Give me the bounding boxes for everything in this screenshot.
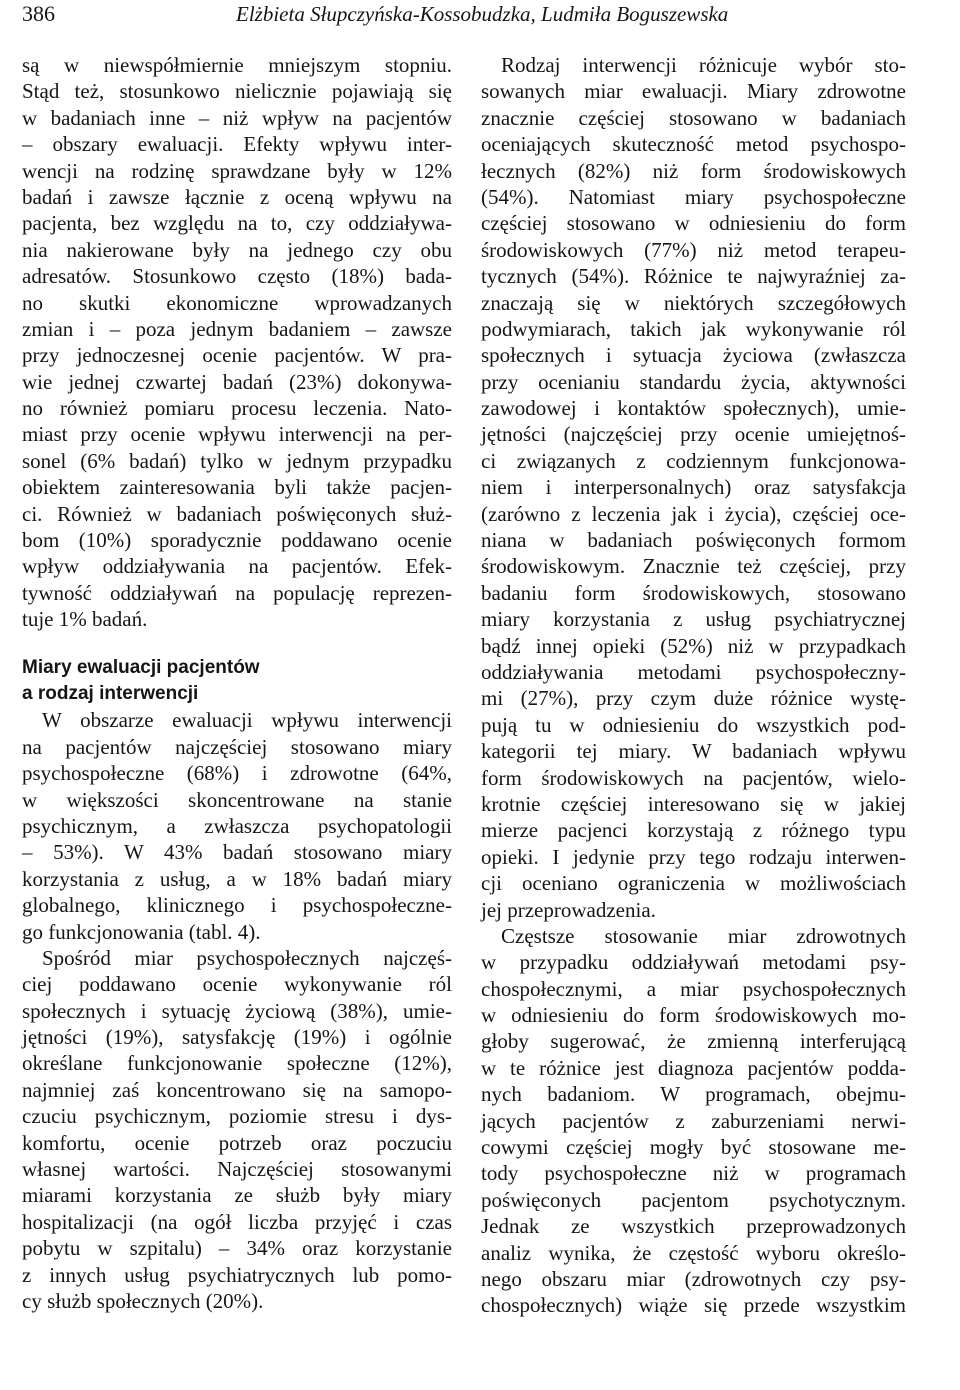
text-line: miast przy ocenie wpływu interwencji na per- bbox=[22, 422, 452, 447]
text-line: Rodzaj interwencji różnicuje wybór sto- bbox=[501, 53, 906, 77]
text-line: są w niewspółmiernie mniejszym stopniu. bbox=[22, 53, 452, 77]
page-number: 386 bbox=[22, 1, 55, 26]
text-line: nia nakierowane były na jednego czy obu bbox=[22, 237, 452, 262]
text-line: kategorii tej miary. W badaniach wpływu bbox=[481, 739, 906, 764]
text-line: miarami korzystania ze służb były miary bbox=[22, 1183, 452, 1208]
text-line: poświęconych pacjentom psychotycznym. bbox=[481, 1187, 906, 1212]
text-line: korzystania z usług, a w 18% badań miary bbox=[22, 866, 452, 891]
text-line: sowanych miar ewaluacji. Miary zdrowotne bbox=[481, 79, 906, 104]
text-line: – 53%). W 43% badań stosowano miary bbox=[22, 840, 452, 865]
text-line: chospołecznymi, a miar psychospołecznych bbox=[481, 976, 906, 1001]
paragraph-intervention-type bbox=[481, 52, 906, 923]
section-heading-line: a rodzaj interwencji bbox=[22, 682, 199, 704]
text-line: pacjenta, bez względu na to, czy oddziaływa- bbox=[22, 211, 452, 236]
text-line: jej przeprowadzenia. bbox=[481, 897, 656, 922]
text-line: jętności (19%), satysfakcję (19%) i ogólnie bbox=[22, 1025, 452, 1050]
paragraph-diagnosis-interference bbox=[481, 923, 906, 1319]
text-line: Jednak ze wszystkich przeprowadzonych bbox=[481, 1214, 906, 1239]
text-line: obiektem zainteresowania byli także pacjen- bbox=[22, 475, 452, 500]
text-line: środowiskowym. Znacznie też częściej, przy bbox=[481, 554, 906, 579]
text-line: analiz wynika, że częstość wyboru określo- bbox=[481, 1240, 906, 1265]
text-line: ci związanych z codziennym funkcjonowa- bbox=[481, 448, 906, 473]
text-line: pują tu w odniesieniu do wszystkich pod- bbox=[481, 712, 906, 737]
running-header-authors: Elżbieta Słupczyńska-Kossobudzka, Ludmiła Boguszewska bbox=[236, 2, 729, 26]
text-line: tody psychospołeczne niż w programach bbox=[481, 1161, 906, 1186]
paragraph-evaluation-areas bbox=[22, 52, 452, 633]
text-line: Stąd też, stosunkowo nielicznie pojawiają się bbox=[22, 79, 452, 104]
text-line: (54%). Natomiast miary psychospołeczne bbox=[481, 184, 906, 209]
text-line: miary korzystania z usług psychiatrycznej bbox=[481, 607, 906, 632]
text-line: z innych usług psychiatrycznych lub pomo- bbox=[22, 1262, 452, 1287]
text-line: tuje 1% badań. bbox=[22, 607, 148, 632]
section-heading-line: Miary ewaluacji pacjentów bbox=[22, 656, 260, 678]
text-line: łecznych (82%) niż form środowiskowych bbox=[481, 158, 906, 183]
text-line: środowiskowych (77%) niż metod terapeu- bbox=[481, 237, 906, 262]
text-line: własnej wartości. Najczęściej stosowanymi bbox=[22, 1157, 452, 1182]
text-line: społecznych i sytuacja życiowa (zwłaszcza bbox=[481, 343, 906, 368]
text-line: w odniesieniu do form środowiskowych mo- bbox=[481, 1003, 906, 1028]
text-line: nych badaniom. W programach, obejmu- bbox=[481, 1082, 906, 1107]
text-line: zawodowej i kontaktów społecznych), umie- bbox=[481, 396, 906, 421]
text-line: oddziaływania metodami psychospołeczny- bbox=[481, 659, 906, 684]
text-line: w większości skoncentrowane na stanie bbox=[22, 787, 452, 812]
text-line: Częstsze stosowanie miar zdrowotnych bbox=[501, 923, 906, 948]
text-line: najmniej zaś koncentrowano się na samopo- bbox=[22, 1077, 452, 1102]
text-line: badań i zawsze łącznie z oceną wpływu na bbox=[22, 184, 452, 209]
text-line: sonel (6% badań) tylko w jednym przypadku bbox=[22, 448, 452, 473]
text-line: mierze pacjenci korzystają z różnego typu bbox=[481, 818, 906, 843]
text-line: globalnego, klinicznego i psychospołeczne- bbox=[22, 893, 452, 918]
text-line: adresatów. Stosunkowo często (18%) bada- bbox=[22, 264, 452, 289]
paragraph-psychosocial-measures bbox=[22, 945, 452, 1314]
text-line: komfortu, ocenie potrzeb oraz poczuciu bbox=[22, 1130, 452, 1155]
section-heading bbox=[22, 655, 452, 708]
text-line: tywność oddziaływań na populację reprezen- bbox=[22, 580, 452, 605]
text-line: W obszarze ewaluacji wpływu interwencji bbox=[42, 708, 452, 733]
text-line: go funkcjonowania (tabl. 4). bbox=[22, 919, 261, 944]
text-line: częściej stosowano w odniesieniu do form bbox=[481, 211, 906, 236]
text-line: psychospołeczne (68%) i zdrowotne (64%, bbox=[22, 761, 452, 786]
text-line: chospołecznych) wiąże się przede wszystkim bbox=[481, 1293, 906, 1318]
text-line: podwymiarach, takich jak wykonywanie ról bbox=[481, 316, 906, 341]
text-line: przy jednoczesnej ocenie pacjentów. W pra- bbox=[22, 343, 452, 368]
left-column bbox=[22, 52, 452, 1314]
text-line: w te różnice jest diagnoza pacjentów podda- bbox=[481, 1055, 906, 1080]
text-line: bądź innej opieki (52%) niż w przypadkach bbox=[481, 633, 906, 658]
text-line: jących pacjentów z zaburzeniami nerwi- bbox=[481, 1108, 906, 1133]
text-line: no również pomiaru procesu leczenia. Nato- bbox=[22, 396, 452, 421]
text-line: cji oceniano ograniczenia w możliwościach bbox=[481, 871, 906, 896]
text-line: cowymi częściej mogły być stosowane me- bbox=[481, 1135, 906, 1160]
text-line: cy służb społecznych (20%). bbox=[22, 1288, 264, 1313]
text-line: nego obszaru miar (zdrowotnych czy psy- bbox=[481, 1266, 906, 1291]
text-line: bom (10%) sporadycznie poddawano ocenie bbox=[22, 528, 452, 553]
text-line: no skutki ekonomiczne wprowadzanych bbox=[22, 290, 452, 315]
text-line: głoby sugerować, że zmienną interferującą bbox=[481, 1029, 906, 1054]
text-line: (zarówno z leczenia jak i życia), częściej oce- bbox=[481, 501, 906, 526]
text-line: w badaniach inne – niż wpływ na pacjentów bbox=[22, 105, 452, 130]
text-line: form środowiskowych na pacjentów, wielo- bbox=[481, 765, 906, 790]
text-line: Spośród miar psychospołecznych najczęś- bbox=[42, 945, 452, 970]
text-line: czuciu psychicznym, poziomie stresu i dys- bbox=[22, 1104, 452, 1129]
text-line: opieki. I jedynie przy tego rodzaju interwen- bbox=[481, 844, 906, 869]
text-line: hospitalizacji (na ogół liczba przyjęć i czas bbox=[22, 1209, 452, 1234]
text-line: oceniających skuteczność metod psychospo- bbox=[481, 132, 906, 157]
text-line: znaczają się w niektórych szczegółowych bbox=[481, 290, 906, 315]
section-spacer bbox=[22, 633, 452, 655]
text-line: zmian i – poza jednym badaniem – zawsze bbox=[22, 316, 452, 341]
text-line: mi (27%), przy czym duże różnice wystę- bbox=[481, 686, 906, 711]
text-line: psychicznym, a zwłaszcza psychopatologii bbox=[22, 813, 452, 838]
text-line: przy ocenianiu standardu życia, aktywności bbox=[481, 369, 906, 394]
text-line: tycznych (54%). Różnice te najwyraźniej za- bbox=[481, 264, 906, 289]
text-line: niana w badaniach poświęconych formom bbox=[481, 528, 906, 553]
text-line: pobytu w szpitalu) – 34% oraz korzystanie bbox=[22, 1236, 452, 1261]
text-line: krotnie częściej interesowano się w jakiej bbox=[481, 791, 906, 816]
text-line: wpływ oddziaływania na pacjentów. Efek- bbox=[22, 554, 452, 579]
text-line: w przypadku oddziaływań metodami psy- bbox=[481, 950, 906, 975]
text-line: społecznych i sytuację życiową (38%), umie- bbox=[22, 998, 452, 1023]
text-line: ciej poddawano ocenie wykonywanie ról bbox=[22, 972, 452, 997]
text-line: określane funkcjonowanie społeczne (12%), bbox=[22, 1051, 452, 1076]
running-header bbox=[22, 0, 936, 30]
text-line: badaniu form środowiskowych, stosowano bbox=[481, 580, 906, 605]
text-line: – obszary ewaluacji. Efekty wpływu inter- bbox=[22, 132, 452, 157]
text-line: niem i interpersonalnych) oraz satysfakcja bbox=[481, 475, 906, 500]
text-line: na pacjentów najczęściej stosowano miary bbox=[22, 734, 452, 759]
right-column bbox=[481, 52, 906, 1319]
paragraph-measures-overview bbox=[22, 707, 452, 945]
text-line: jętności (najczęściej przy ocenie umiejętnoś- bbox=[481, 422, 906, 447]
text-line: wencji na rodzinę sprawdzane były w 12% bbox=[22, 158, 452, 183]
text-line: wie jednej czwartej badań (23%) dokonywa- bbox=[22, 369, 452, 394]
text-line: znacznie częściej stosowano w badaniach bbox=[481, 105, 906, 130]
text-line: ci. Również w badaniach poświęconych służ- bbox=[22, 501, 452, 526]
